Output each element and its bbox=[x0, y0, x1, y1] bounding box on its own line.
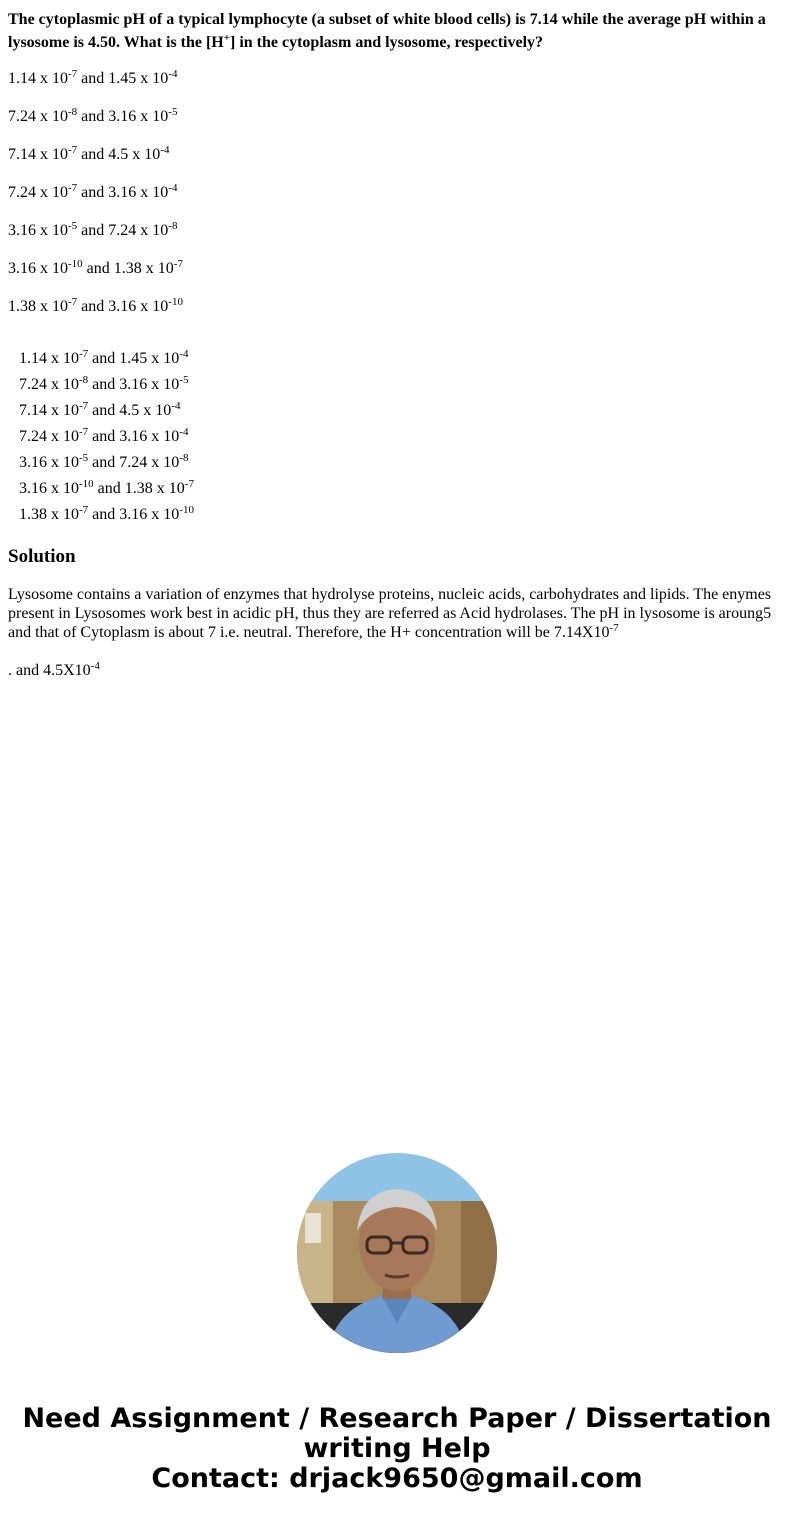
promo-line: Need Assignment / Research Paper / Dissertation bbox=[22, 1403, 772, 1434]
option-choice[interactable]: 1.14 x $10^{-7}$ and 1.45 x $10^{-4}$ bbox=[19, 348, 189, 367]
promo-banner bbox=[0, 1404, 794, 1494]
question-text: The cytoplasmic pH of a typical lymphocyte (a subset of white blood cells) is 7.14 while the average pH within a lysosome is 4.50. What is the [H+] in the cytoplasm and lysosome, respectively? bbox=[8, 11, 766, 51]
option-choice-list bbox=[19, 346, 786, 528]
solution-heading: Solution bbox=[8, 546, 76, 567]
option-text: 3.16 x $10^{-10}$ and 1.38 x $10^{-7}$ bbox=[8, 258, 183, 277]
option-choice[interactable]: 7.14 x $10^{-7}$ and 4.5 x $10^{-4}$ bbox=[19, 400, 181, 419]
solution-text-tail: . and $4.5X10^{-4}$ bbox=[8, 660, 100, 679]
option-text: 7.24 x $10^{-8}$ and 3.16 x $10^{-5}$ bbox=[8, 106, 178, 125]
promo-contact: Contact: drjack9650@gmail.com bbox=[151, 1463, 643, 1494]
author-avatar bbox=[297, 1153, 497, 1353]
option-choice[interactable]: 1.38 x $10^{-7}$ and 3.16 x $10^{-10}$ bbox=[19, 504, 194, 523]
option-text: 7.24 x $10^{-7}$ and 3.16 x $10^{-4}$ bbox=[8, 182, 178, 201]
option-choice[interactable]: 3.16 x $10^{-5}$ and 7.24 x $10^{-8}$ bbox=[19, 452, 189, 471]
document bbox=[0, 0, 794, 682]
solution-text: Lysosome contains a variation of enzymes that hydrolyse proteins, nucleic acids, carbohydrates and lipids. The enymes present in Lysosomes work best in acidic pH, thus they are referred as Acid hydrolases. The pH in lysosome is aroung5 and that of Cytoplasm is about 7 i.e. neutral. Therefore, the H+ concentration will be $7.14X10^{-7}$ bbox=[8, 586, 772, 641]
option-text: 7.14 x $10^{-7}$ and 4.5 x $10^{-4}$ bbox=[8, 144, 170, 163]
options-block bbox=[8, 68, 786, 318]
author-photo-illustration bbox=[297, 1153, 497, 1353]
option-text: 1.38 x $10^{-7}$ and 3.16 x $10^{-10}$ bbox=[8, 296, 183, 315]
option-text: 1.14 x $10^{-7}$ and 1.45 x $10^{-4}$ bbox=[8, 68, 178, 87]
option-choice[interactable]: 3.16 x $10^{-10}$ and 1.38 x $10^{-7}$ bbox=[19, 478, 194, 497]
promo-line: writing Help bbox=[303, 1433, 491, 1464]
option-choice[interactable]: 7.24 x $10^{-7}$ and 3.16 x $10^{-4}$ bbox=[19, 426, 189, 445]
option-choice[interactable]: 7.24 x $10^{-8}$ and 3.16 x $10^{-5}$ bbox=[19, 374, 189, 393]
option-text: 3.16 x $10^{-5}$ and 7.24 x $10^{-8}$ bbox=[8, 220, 178, 239]
